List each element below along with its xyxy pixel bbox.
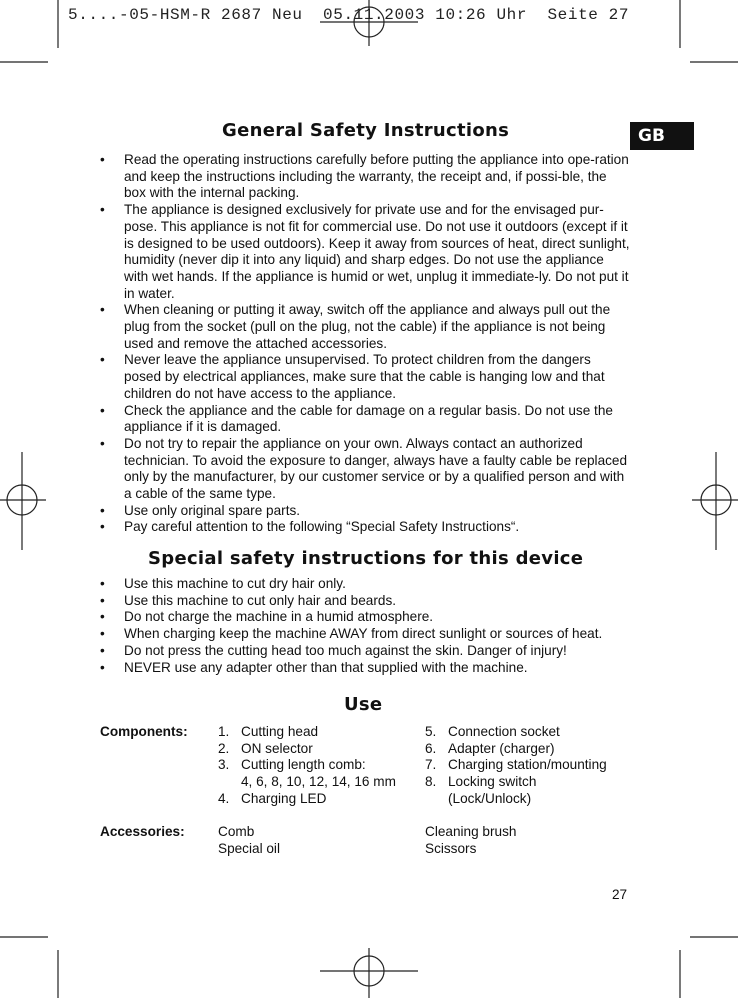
list-item: 3. Cutting length comb: xyxy=(218,757,366,773)
list-item: • NEVER use any adapter other than that supplied with the machine. xyxy=(100,659,528,675)
page-number: 27 xyxy=(612,887,628,902)
list-item: 2. ON selector xyxy=(218,740,313,756)
list-item: • Check the appliance and the cable for damage on a regular basis. Do not use the appliance if it is damaged. xyxy=(100,402,613,435)
list-item: • Do not press the cutting head too much against the skin. Danger of injury! xyxy=(100,642,567,658)
list-item: Comb xyxy=(218,824,255,839)
list-item: • Never leave the appliance unsupervised. To protect children from the dangers posed by electrical appliances, make sure that the cable is hanging low and that children do not have access to the appliance. xyxy=(100,352,605,401)
list-item: 5. Connection socket xyxy=(425,724,560,739)
registration-mark-left xyxy=(0,452,46,550)
list-item: Scissors xyxy=(425,840,477,856)
accessories-label: Accessories: xyxy=(100,824,185,839)
list-item: Cleaning brush xyxy=(425,824,517,839)
general-safety-list xyxy=(100,152,630,536)
list-item: 1. Cutting head xyxy=(218,724,319,739)
use-title: Use xyxy=(344,694,383,715)
list-item: • Do not try to repair the appliance on your own. Always contact an authorized technician. To avoid the exposure to danger, always have a faulty cable be replaced only by the manufacturer, by our customer service or by a qualified person and with a cable of the same type. xyxy=(100,435,628,502)
list-item: • Use this machine to cut only hair and beards. xyxy=(100,592,397,608)
list-item: • Read the operating instructions carefully before putting the appliance into ope-ration and keep the instructions including the warranty, the receipt and, if possi-ble, the box with the internal packing. xyxy=(100,152,629,201)
list-item: • When cleaning or putting it away, switch off the appliance and always pull out the plug from the socket (pull on the plug, not the cable) if the appliance is not being used and remove the attached accessories. xyxy=(100,302,611,351)
special-safety-title: Special safety instructions for this device xyxy=(148,548,584,569)
list-item: 6. Adapter (charger) xyxy=(425,740,555,756)
list-item: 8. Locking switch xyxy=(425,774,537,790)
list-item: (Lock/Unlock) xyxy=(448,790,532,806)
language-tab: GB xyxy=(630,122,694,150)
list-item: 4. Charging LED xyxy=(218,790,327,806)
special-safety-list xyxy=(100,576,640,676)
list-item: Special oil xyxy=(218,840,280,856)
list-item: • Use this machine to cut dry hair only. xyxy=(100,576,346,591)
list-item: 4, 6, 8, 10, 12, 14, 16 mm xyxy=(241,774,396,790)
components-left-list xyxy=(218,724,423,808)
general-safety-title: General Safety Instructions xyxy=(222,120,510,141)
components-right-list xyxy=(425,724,635,808)
accessories-left-list xyxy=(218,824,280,857)
registration-mark-right xyxy=(692,452,738,550)
list-item: • Pay careful attention to the following “Special Safety Instructions“. xyxy=(100,519,520,535)
list-item: • Do not charge the machine in a humid atmosphere. xyxy=(100,609,434,625)
registration-mark-bottom xyxy=(320,948,418,998)
list-item: 7. Charging station/mounting xyxy=(425,757,607,773)
list-item: • When charging keep the machine AWAY from direct sunlight or sources of heat. xyxy=(100,626,603,642)
list-item: • Use only original spare parts. xyxy=(100,502,301,518)
list-item: • The appliance is designed exclusively for private use and for the envisaged pur-pose. This appliance is not fit for commercial use. Do not use it outdoors (except if it is designed to be used outdoors). Keep it away from sources of heat, direct sunlight, humidity (never dip it into any liquid) and sharp edges. Do not use the appliance with wet hands. If the appliance is humid or wet, unplug it immediate-ly. Do not put it in water. xyxy=(100,202,630,301)
print-header: 5....-05-HSM-R 2687 Neu 05.11.2003 10:26 Uhr Seite 27 xyxy=(68,6,630,24)
components-label: Components: xyxy=(100,724,188,739)
accessories-right-list xyxy=(425,824,516,857)
